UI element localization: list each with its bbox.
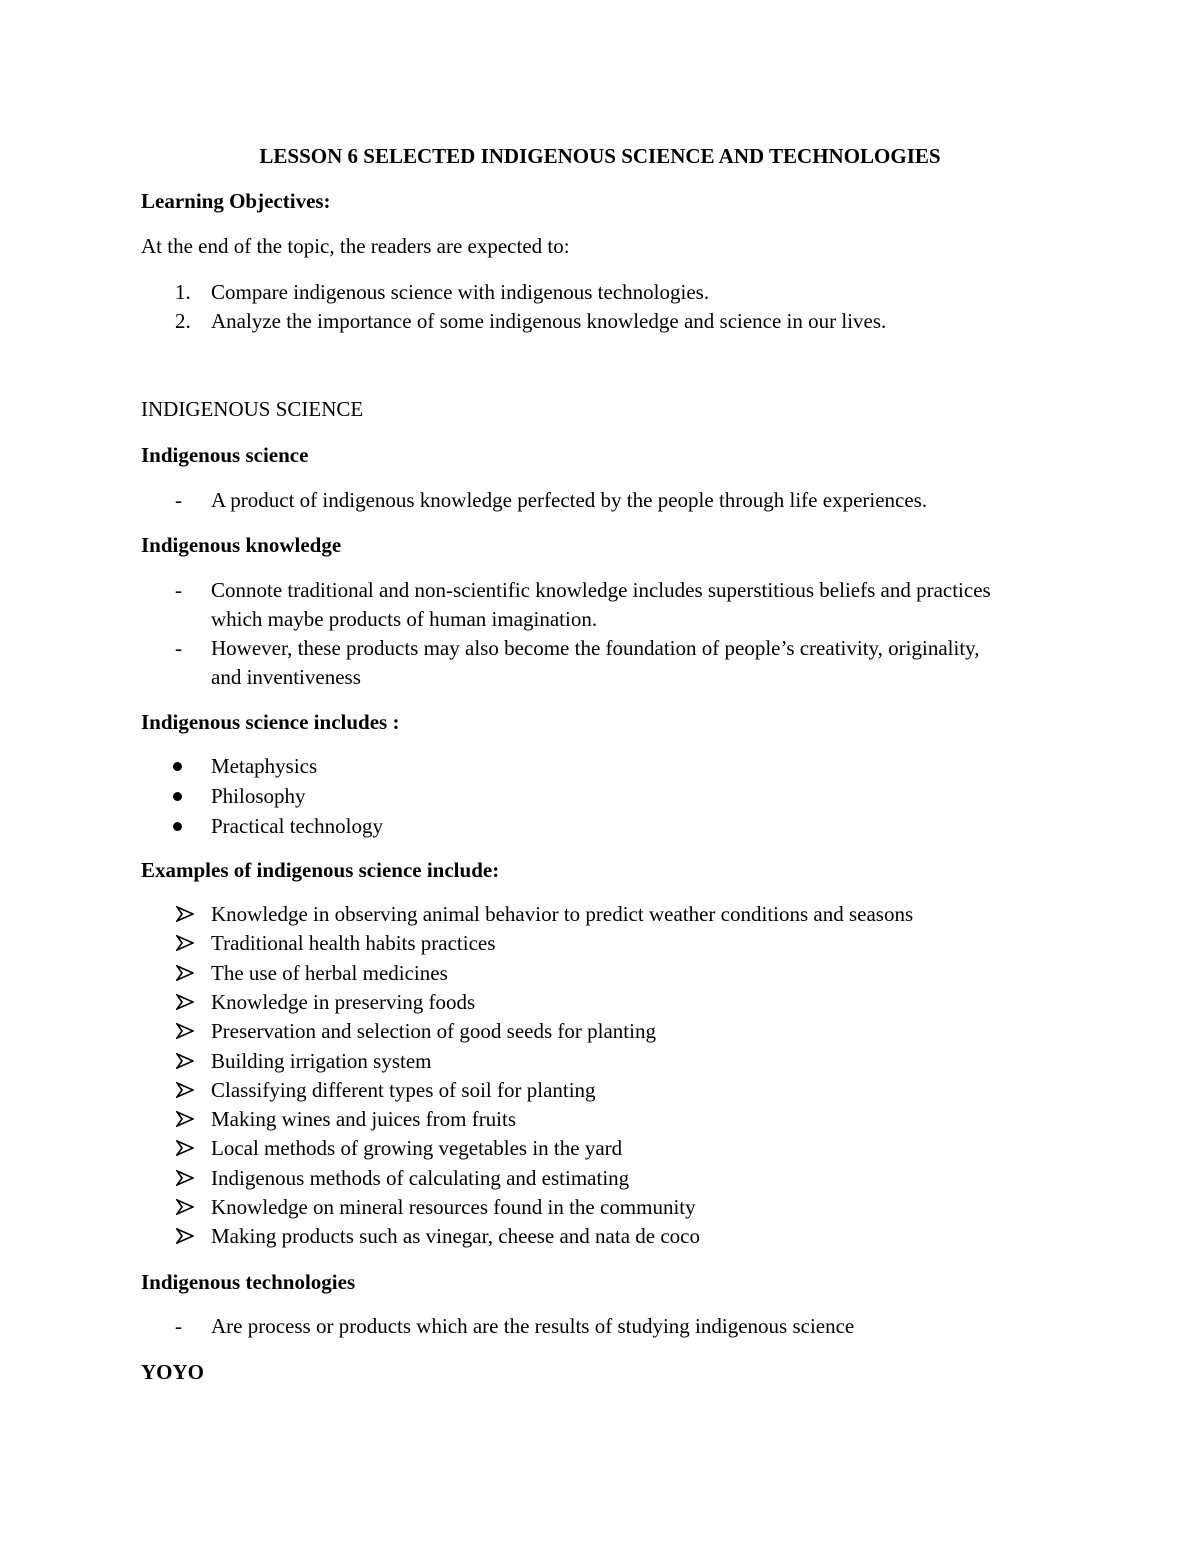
example-text: Knowledge in preserving foods bbox=[211, 990, 476, 1014]
list-item-text: Connote traditional and non-scientific knowledge includes superstitious beliefs and practices which maybe products of human imagination. bbox=[211, 578, 991, 631]
objectives-intro: At the end of the topic, the readers are expected to: bbox=[141, 234, 570, 258]
example-text: Local methods of growing vegetables in the yard bbox=[211, 1136, 623, 1160]
example-text: Knowledge in observing animal behavior to predict weather conditions and seasons bbox=[211, 902, 914, 926]
bullet-text: Practical technology bbox=[211, 814, 384, 838]
list-item-text: Are process or products which are the results of studying indigenous science bbox=[211, 1314, 855, 1338]
dash-marker: - bbox=[175, 636, 182, 660]
bullet-text: Philosophy bbox=[211, 784, 306, 808]
dash-marker: - bbox=[175, 578, 182, 602]
example-text: Indigenous methods of calculating and estimating bbox=[211, 1166, 630, 1190]
yoyo-heading: YOYO bbox=[141, 1360, 204, 1384]
example-text: Traditional health habits practices bbox=[211, 931, 496, 955]
examples-heading: Examples of indigenous science include: bbox=[141, 858, 500, 882]
indigenous-technologies-heading: Indigenous technologies bbox=[141, 1270, 356, 1294]
objective-text: Analyze the importance of some indigenous knowledge and science in our lives. bbox=[211, 309, 887, 333]
example-text: Making wines and juices from fruits bbox=[211, 1107, 517, 1131]
document-title: LESSON 6 SELECTED INDIGENOUS SCIENCE AND TECHNOLOGIES bbox=[259, 144, 941, 168]
section-heading: INDIGENOUS SCIENCE bbox=[141, 397, 364, 421]
list-number: 1. bbox=[175, 280, 191, 304]
indigenous-knowledge-heading: Indigenous knowledge bbox=[141, 533, 342, 557]
dash-marker: - bbox=[175, 1314, 182, 1338]
list-number: 2. bbox=[175, 309, 191, 333]
learning-objectives-heading: Learning Objectives: bbox=[141, 189, 331, 213]
list-item-text: A product of indigenous knowledge perfected by the people through life experiences. bbox=[211, 488, 928, 512]
indigenous-science-heading: Indigenous science bbox=[141, 443, 309, 467]
example-text: Knowledge on mineral resources found in the community bbox=[211, 1195, 696, 1219]
includes-heading: Indigenous science includes : bbox=[141, 710, 400, 734]
list-item-text: However, these products may also become the foundation of people’s creativity, originality, and inventiveness bbox=[211, 636, 980, 689]
example-text: Preservation and selection of good seeds for planting bbox=[211, 1019, 656, 1043]
example-text: Classifying different types of soil for planting bbox=[211, 1078, 596, 1102]
example-text: Building irrigation system bbox=[211, 1049, 432, 1073]
dash-marker: - bbox=[175, 488, 182, 512]
objective-text: Compare indigenous science with indigenous technologies. bbox=[211, 280, 710, 304]
example-text: The use of herbal medicines bbox=[211, 961, 448, 985]
example-text: Making products such as vinegar, cheese and nata de coco bbox=[211, 1224, 700, 1248]
bullet-text: Metaphysics bbox=[211, 754, 318, 778]
